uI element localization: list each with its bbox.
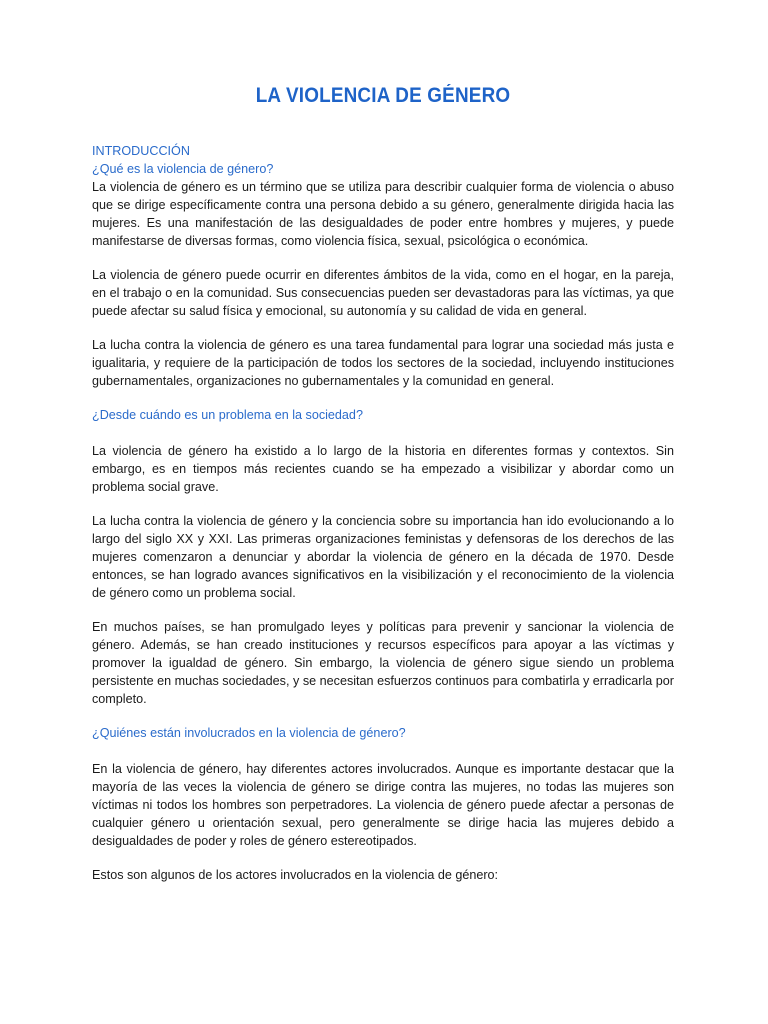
- paragraph: Estos son algunos de los actores involucrados en la violencia de género:: [92, 868, 499, 882]
- paragraph: La violencia de género es un término que se utiliza para describir cualquier forma de violencia o abuso que se dirige específicamente contra una persona debido a su género, generalmente dirigida hacia las mujeres. Es una manifestación de las desigualdades de poder entre hombres y mujeres, y puede manifestarse de diversas formas, como violencia física, sexual, psicológica o económica.: [92, 180, 674, 248]
- section-what-is: [92, 160, 674, 390]
- paragraph: La violencia de género ha existido a lo largo de la historia en diferentes formas y contextos. Sin embargo, es en tiempos más recientes cuando se ha empezado a visibilizar y abordar como un problema social grave.: [92, 444, 674, 494]
- heading-who-involved: ¿Quiénes están involucrados en la violencia de género?: [92, 726, 406, 740]
- section-who-involved: [92, 724, 674, 884]
- paragraph: En la violencia de género, hay diferentes actores involucrados. Aunque es importante destacar que la mayoría de las veces la violencia de género se dirige contra las mujeres, no todas las mujeres son víctimas ni todos los hombres son perpetradores. La violencia de género puede afectar a personas de cualquier género u orientación sexual, pero generalmente se dirige hacia las mujeres debido a desigualdades de poder y roles de género estereotipados.: [92, 762, 674, 848]
- paragraph: La lucha contra la violencia de género y la conciencia sobre su importancia han ido evolucionando a lo largo del siglo XX y XXI. Las primeras organizaciones feministas y defensoras de los derechos de las mujeres comenzaron a denunciar y abordar la violencia de género en la década de 1970. Desde entonces, se han logrado avances significativos en la visibilización y el reconocimiento de la violencia de género como un problema social.: [92, 514, 674, 600]
- heading-what-is: ¿Qué es la violencia de género?: [92, 162, 274, 176]
- paragraph: La violencia de género puede ocurrir en diferentes ámbitos de la vida, como en el hogar, en la pareja, en el trabajo o en la comunidad. Sus consecuencias pueden ser devastadoras para las víctimas, ya que puede afectar su salud física y emocional, su autonomía y su calidad de vida en general.: [92, 268, 674, 318]
- document-title: LA VIOLENCIA DE GÉNERO: [255, 84, 511, 107]
- paragraph: La lucha contra la violencia de género es una tarea fundamental para lograr una sociedad más justa e igualitaria, y requiere de la participación de todos los sectores de la sociedad, incluyendo instituciones gubernamentales, organizaciones no gubernamentales y la comunidad en general.: [92, 338, 674, 388]
- paragraph: En muchos países, se han promulgado leyes y políticas para prevenir y sancionar la violencia de género. Además, se han creado instituciones y recursos específicos para apoyar a las víctimas y promover la igualdad de género. Sin embargo, la violencia de género sigue siendo un problema persistente en muchas sociedades, y se necesitan esfuerzos continuos para combatirla y erradicarla por completo.: [92, 620, 674, 706]
- section-since-when: [92, 406, 674, 708]
- section-label-introduction: INTRODUCCIÓN: [92, 144, 190, 158]
- heading-since-when: ¿Desde cuándo es un problema en la sociedad?: [92, 408, 363, 422]
